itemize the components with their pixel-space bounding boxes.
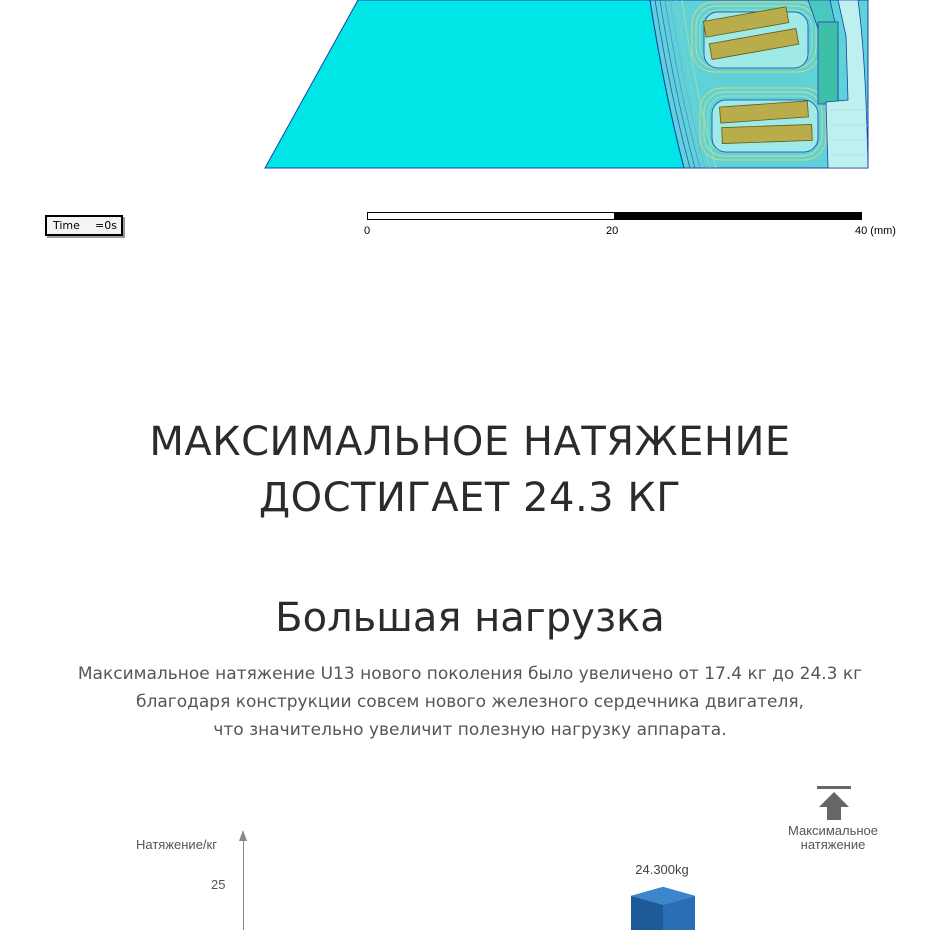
scale-bar-white-segment [367, 212, 615, 220]
scale-tick-40: 40 (mm) [855, 225, 896, 237]
scale-tick-20: 20 [606, 225, 619, 237]
headline-line-2: ДОСТИГАЕТ 24.3 КГ [258, 475, 682, 521]
section-description-line-3: что значительно увеличит полезную нагрузку аппарата. [213, 720, 727, 740]
legend-label [770, 824, 896, 852]
section-description-line-2: благодаря конструкции совсем нового железного сердечника двигателя, [136, 692, 804, 712]
bar-data-label: 24.300kg [635, 862, 689, 877]
time-label: Time [53, 219, 80, 232]
scale-bar-black-segment [614, 212, 862, 220]
headline [0, 414, 940, 526]
section-title: Большая нагрузка [275, 595, 665, 641]
rotor-region [265, 0, 684, 168]
scale-tick-0: 0 [364, 225, 371, 237]
headline-line-1: МАКСИМАЛЬНОЕ НАТЯЖЕНИЕ [149, 419, 791, 465]
arrow-up-icon [816, 786, 852, 822]
section-description-line-1: Максимальное натяжение U13 нового поколения было увеличено от 17.4 кг до 24.3 кг [77, 664, 863, 684]
bar-svg [0, 780, 940, 930]
section-description [0, 660, 940, 744]
time-value: =0s [95, 219, 117, 232]
scale-bar [367, 212, 862, 220]
legend-label-line-2: натяжение [800, 837, 866, 852]
bar-24-3kg [631, 887, 695, 930]
motor-simulation-figure [0, 0, 940, 250]
time-indicator [45, 215, 123, 236]
y-axis-label: Натяжение/кг [136, 837, 217, 852]
legend-label-line-1: Максимальное [788, 823, 878, 838]
magnet-block [818, 22, 838, 104]
tension-chart [0, 780, 940, 930]
y-tick-label-25: 25 [211, 877, 226, 892]
